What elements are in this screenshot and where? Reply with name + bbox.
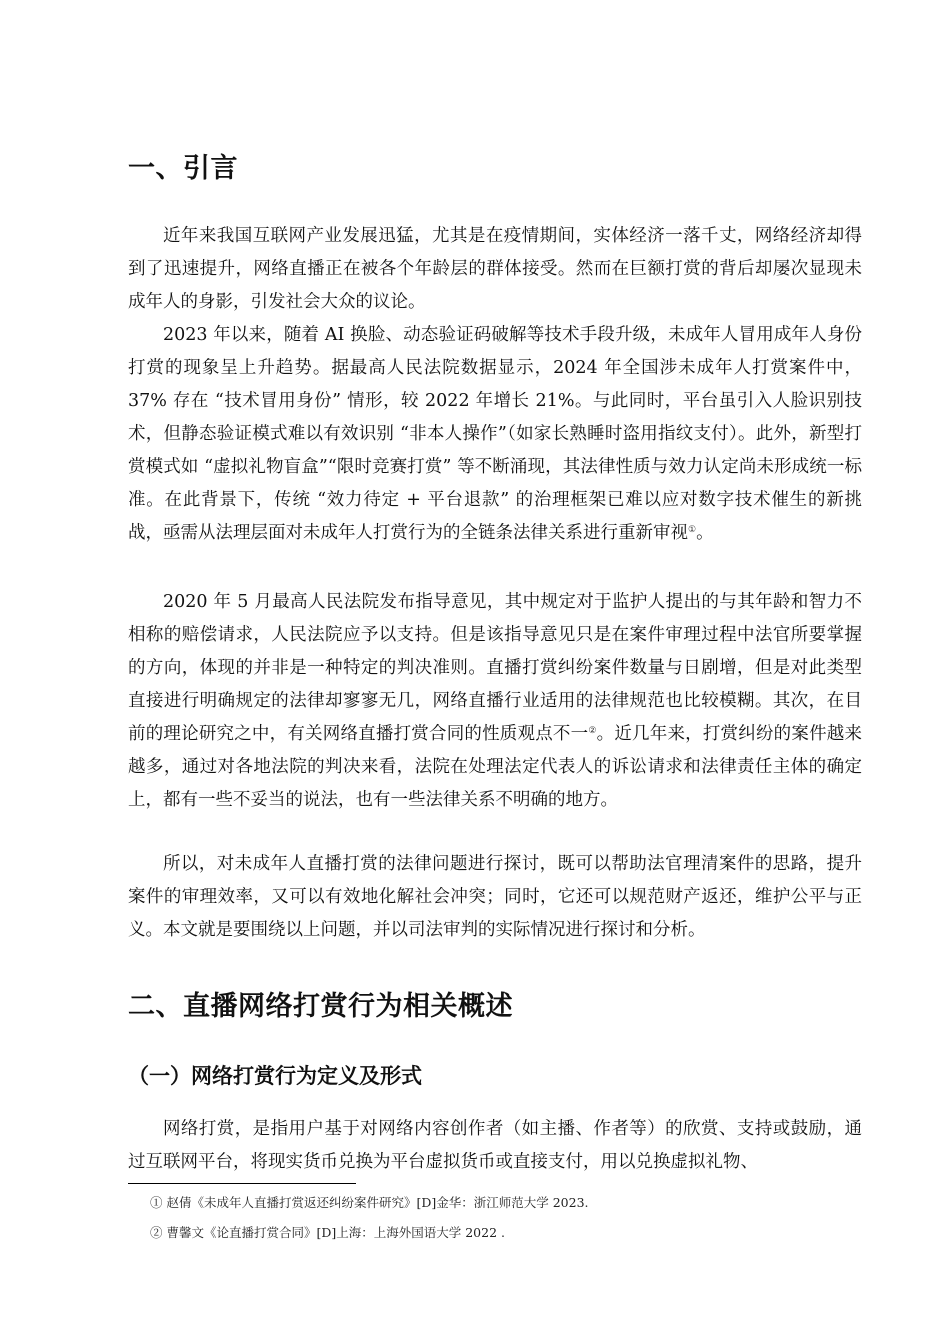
paragraph-text: 2023 年以来，随着 AI 换脸、动态验证码破解等技术手段升级，未成年人冒用成年人身份打赏的现象呈上升趋势。据最高人民法院数据显示，2024 年全国涉未成年人打赏案件中，37% 存在 “技术冒用身份” 情形，较 2022 年增长 21%。与此同时，平台虽引入人脸识别技术，但静态验证模式难以有效识别 “非本人操作”（如家长熟睡时盗用指纹支付）。此外，新型打赏模式如 “虚拟礼物盲盒”“限时竞赛打赏” 等不断涌现，其法律性质与效力认定尚未形成统一标准。在此背景下，传统 “效力待定 + 平台退款” 的治理框架已难以应对数字技术催生的新挑战，亟需从法理层面对未成年人打赏行为的全链条法律关系进行重新审视 [128, 325, 862, 543]
footnote: ② 曹馨文《论直播打赏合同》[D]上海：上海外国语大学 2022 . [150, 1225, 505, 1240]
body-paragraph [128, 319, 862, 550]
section-heading-introduction: 一、引言 [128, 153, 238, 184]
body-paragraph [128, 586, 862, 817]
footnote-divider [128, 1183, 356, 1184]
section-heading-overview: 二、直播网络打赏行为相关概述 [128, 991, 513, 1022]
body-paragraph: 所以，对未成年人直播打赏的法律问题进行探讨，既可以帮助法官理清案件的思路，提升案件的审理效率，又可以有效地化解社会冲突；同时，它还可以规范财产返还，维护公平与正义。本文就是要围绕以上问题，并以司法审判的实际情况进行探讨和分析。 [128, 854, 862, 940]
body-paragraph: 近年来我国互联网产业发展迅猛，尤其是在疫情期间，实体经济一落千丈，网络经济却得到了迅速提升，网络直播正在被各个年龄层的群体接受。然而在巨额打赏的背后却屡次显现未成年人的身影，引发社会大众的议论。 [128, 226, 862, 312]
subsection-heading: （一）网络打赏行为定义及形式 [128, 1064, 422, 1088]
footnote-ref[interactable]: ② [588, 726, 597, 736]
paragraph-text: 。 [696, 523, 714, 543]
footnote: ① 赵倩《未成年人直播打赏返还纠纷案件研究》[D]金华：浙江师范大学 2023. [150, 1195, 589, 1210]
paragraph-text: 2020 年 5 月最高人民法院发布指导意见，其中规定对于监护人提出的与其年龄和智力不相称的赔偿请求，人民法院应予以支持。但是该指导意见只是在案件审理过程中法官所要掌握的方向，体现的并非是一种特定的判决准则。直播打赏纠纷案件数量与日剧增，但是对此类型直接进行明确规定的法律却寥寥无几，网络直播行业适用的法律规范也比较模糊。其次，在目前的理论研究之中，有关网络直播打赏合同的性质观点不一 [128, 592, 862, 744]
body-paragraph: 网络打赏，是指用户基于对网络内容创作者（如主播、作者等）的欣赏、支持或鼓励，通过互联网平台，将现实货币兑换为平台虚拟货币或直接支付，用以兑换虚拟礼物、 [128, 1119, 862, 1172]
paragraph-text: 。近几年来，打赏纠纷的案件越来越多，通过对各地法院的判决来看，法院在处理法定代表人的诉讼请求和法律责任主体的确定上，都有一些不妥当的说法，也有一些法律关系不明确的地方。 [128, 724, 862, 810]
footnote-ref[interactable]: ① [688, 525, 697, 535]
